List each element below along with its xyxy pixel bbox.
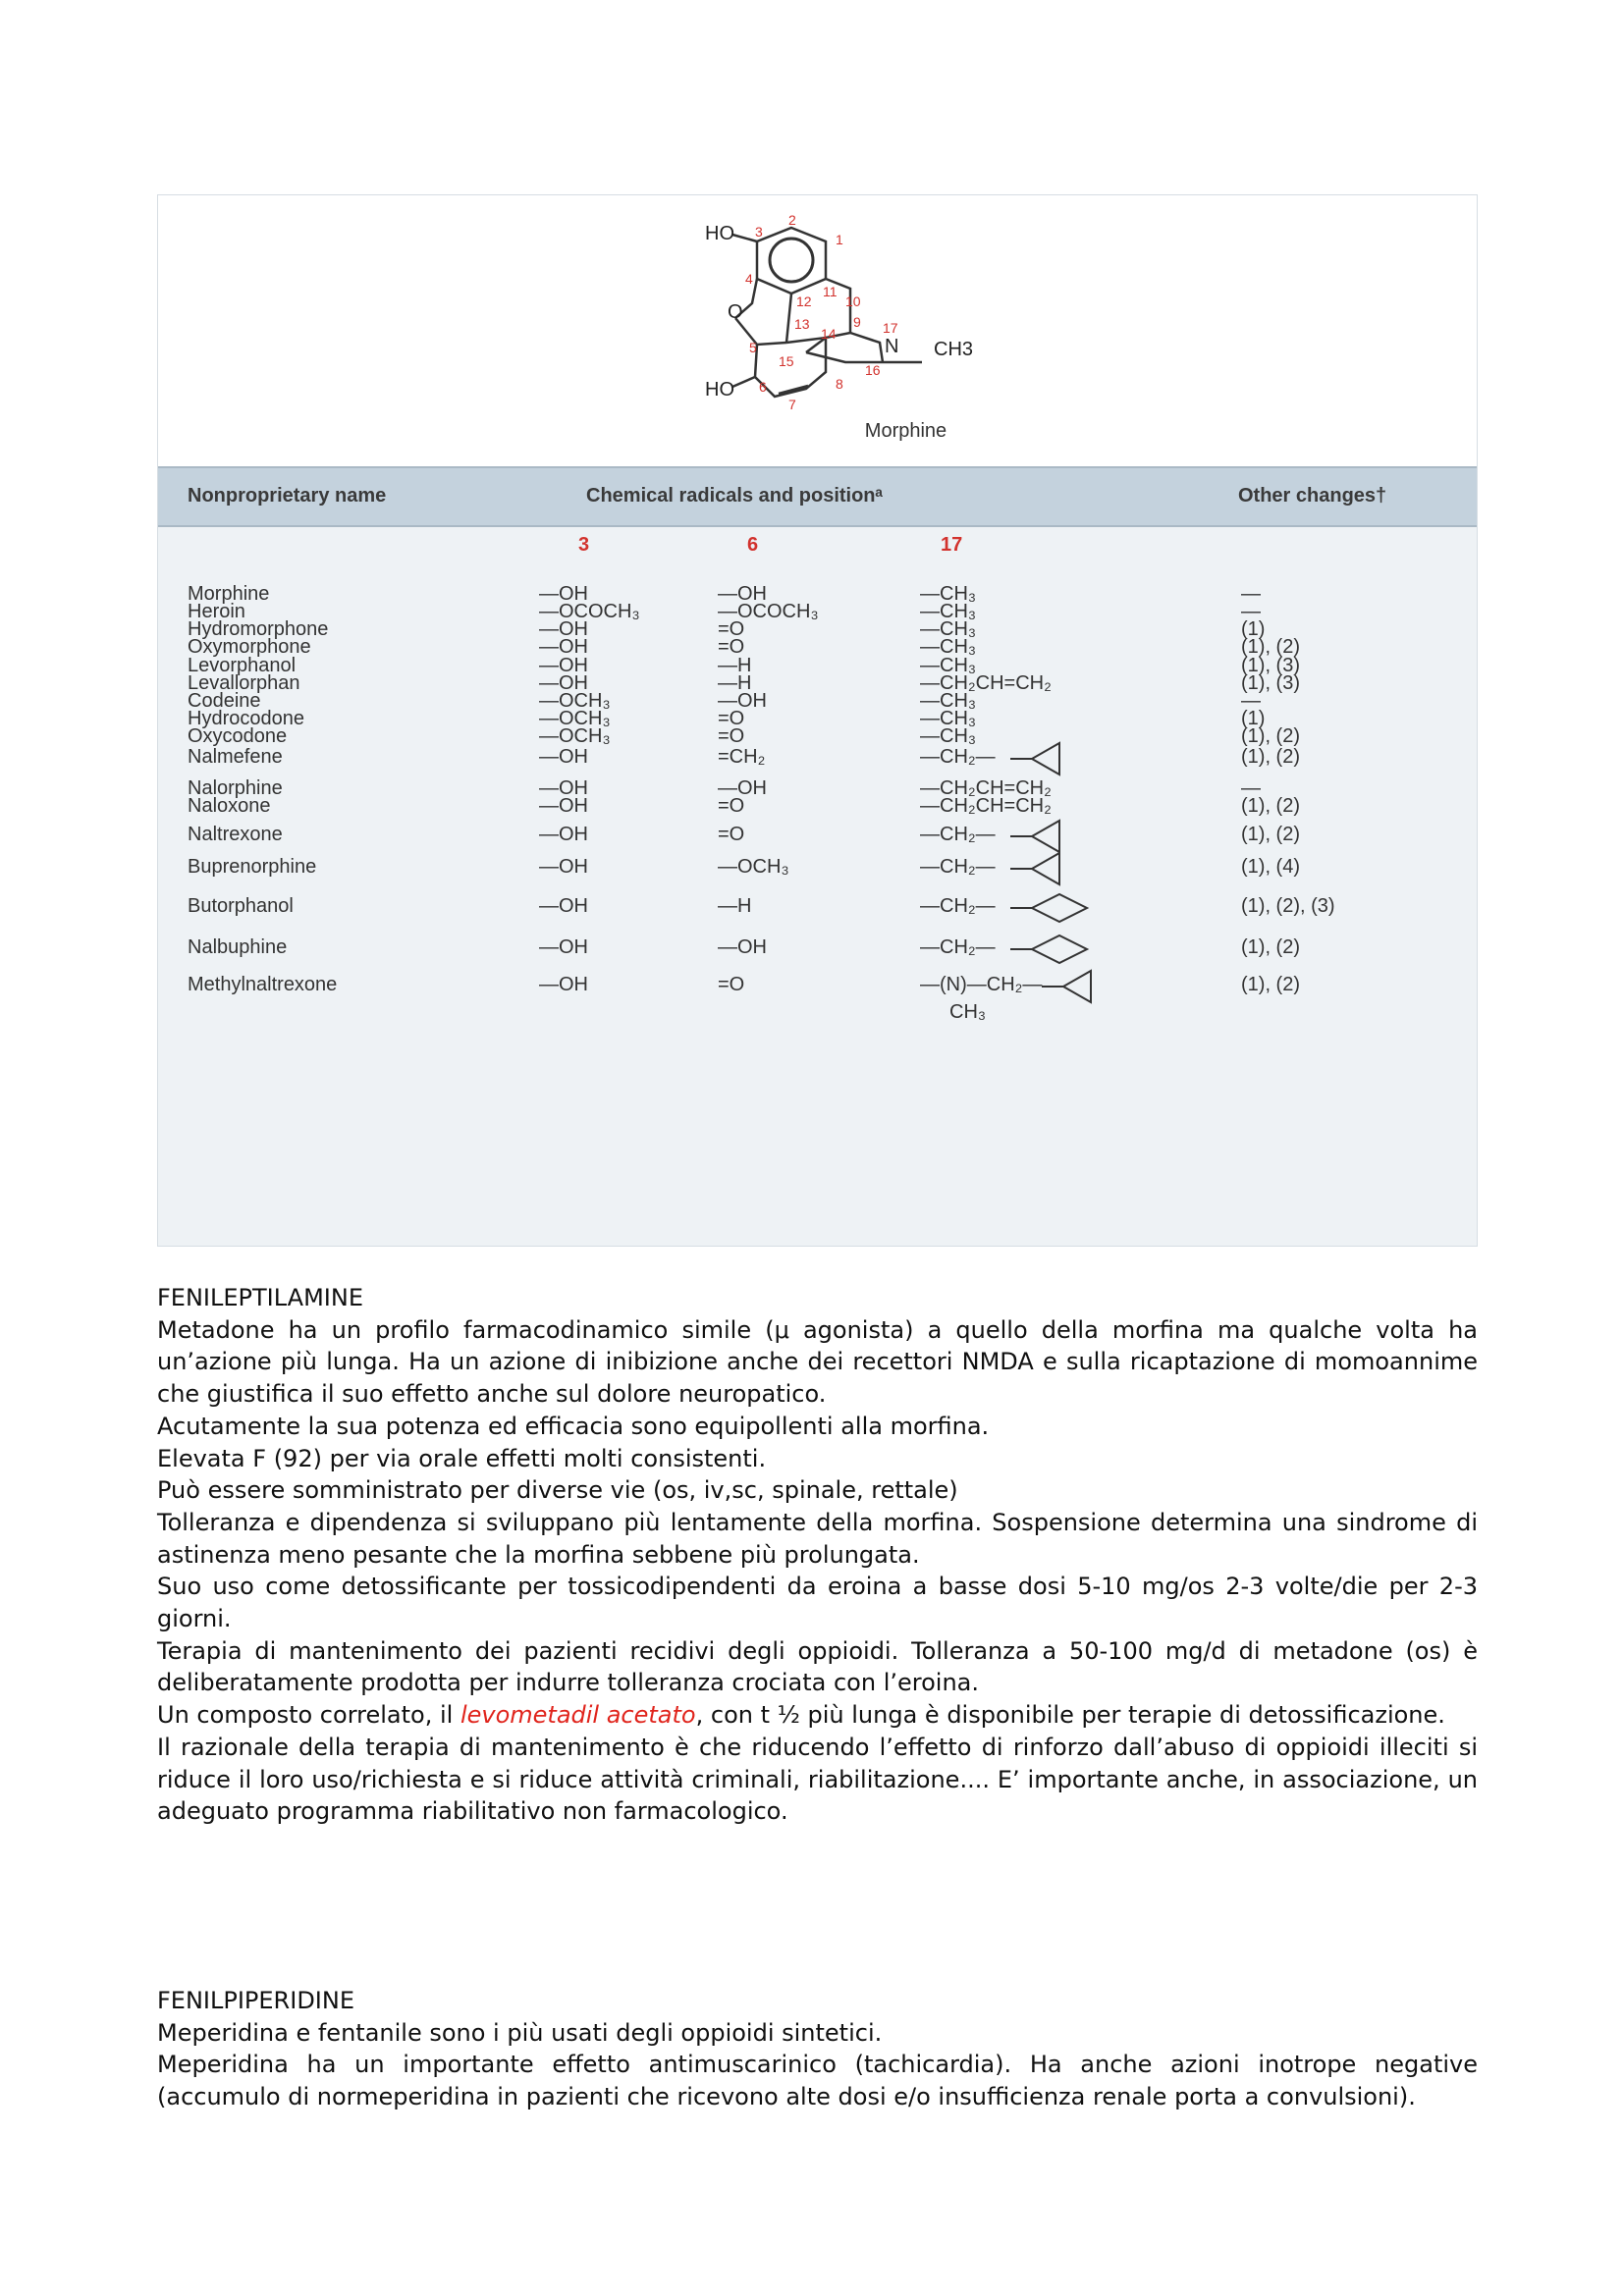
structure-position-14: 14 <box>821 326 837 342</box>
cell-r17: —CH₂CH=CH₂ <box>920 672 1052 694</box>
cell-r3: —OH <box>539 856 588 878</box>
paragraph: Meperidina e fentanile sono i più usati degli oppioidi sintetici. <box>157 2018 883 2047</box>
cell-r17: —CH₃ <box>920 708 977 729</box>
cell-other: (1), (2) <box>1241 936 1300 958</box>
structure-position-12: 12 <box>796 294 812 309</box>
structure-position-9: 9 <box>853 314 861 330</box>
structure-label-ho-bottom: HO <box>705 379 734 400</box>
structure-position-5: 5 <box>749 340 757 355</box>
cell-name: Hydrocodone <box>188 708 304 729</box>
cell-r3: —OH <box>539 746 588 768</box>
cell-r3: —OH <box>539 636 588 658</box>
cell-other: (1), (3) <box>1241 655 1300 676</box>
section-fenilpiperidine <box>157 1985 1478 2113</box>
paragraph-text: Un composto correlato, il <box>157 1701 460 1730</box>
cell-r3: —OH <box>539 583 588 605</box>
cell-name: Oxymorphone <box>188 636 311 658</box>
cyclopropyl-ring-icon <box>1010 851 1099 890</box>
cyclopropyl-ring-icon <box>1042 969 1130 1008</box>
paragraph: Elevata F (92) per via orale effetti molti consistenti. <box>157 1444 767 1472</box>
cell-name: Methylnaltrexone <box>188 974 338 995</box>
cell-r3: —OH <box>539 936 588 958</box>
cell-other: — <box>1241 601 1261 622</box>
cell-name: Nalmefene <box>188 746 283 768</box>
structure-position-1: 1 <box>836 232 843 247</box>
morphine-derivatives-figure <box>157 194 1478 1247</box>
cell-other: (1) <box>1241 618 1266 640</box>
paragraph-text: , con t ½ più lunga è disponibile per terapie di detossificazione. <box>695 1701 1445 1730</box>
cell-r3: —OCH₃ <box>539 708 611 729</box>
table-row <box>158 795 1477 823</box>
cell-r17: —CH₂— <box>920 936 996 958</box>
cell-name: Oxycodone <box>188 725 288 747</box>
cell-r17-sub: CH₃ <box>949 1001 987 1023</box>
structure-position-2: 2 <box>788 212 796 228</box>
structure-bonds <box>732 228 922 397</box>
cell-r3: —OCH₃ <box>539 725 611 747</box>
cell-name: Nalbuphine <box>188 936 288 958</box>
highlighted-drug-name: levometadil acetato <box>460 1701 696 1730</box>
structure-position-6: 6 <box>759 379 767 395</box>
cell-r6: —OCOCH₃ <box>718 601 819 622</box>
morphine-structure-panel <box>158 195 1477 466</box>
cell-name: Levallorphan <box>188 672 300 694</box>
cell-r17: —CH₂— <box>920 895 996 917</box>
cell-r6: =O <box>718 725 745 747</box>
position-header-3: 3 <box>578 534 590 556</box>
cell-r17: —CH₂— <box>920 824 996 845</box>
cell-name: Codeine <box>188 690 261 712</box>
section-heading: FENILEPTILAMINE <box>157 1284 363 1311</box>
structure-position-7: 7 <box>788 397 796 412</box>
position-header-6: 6 <box>747 534 759 556</box>
structure-label-ho-top: HO <box>705 223 734 244</box>
cell-r6: =O <box>718 795 745 817</box>
table-row <box>158 856 1477 883</box>
cell-r3: —OH <box>539 672 588 694</box>
structure-label-o: O <box>728 301 743 323</box>
cell-r6: =O <box>718 824 745 845</box>
paragraph: Acutamente la sua potenza ed efficacia sono equipollenti alla morfina. <box>157 1412 990 1440</box>
structure-position-17: 17 <box>883 320 898 336</box>
cell-r17: —CH₃ <box>920 655 977 676</box>
paragraph: Può essere somministrato per diverse vie (os, iv,sc, spinale, rettale) <box>157 1476 958 1505</box>
cell-r17: —CH₂— <box>920 856 996 878</box>
cell-name: Butorphanol <box>188 895 294 917</box>
cell-other: (1), (2), (3) <box>1241 895 1335 917</box>
paragraph: Meperidina ha un importante effetto antimuscarinico (tachicardia). Ha anche azioni inotrope negative (accumulo di normeperidina in pazienti che ricevono alte dosi e/o insufficienza renale porta a convulsioni). <box>157 2051 1478 2111</box>
table-row <box>158 895 1477 923</box>
structure-position-3: 3 <box>755 224 763 240</box>
cell-r17: —(N)—CH₂— <box>920 974 1043 995</box>
cell-r17: —CH₃ <box>920 583 977 605</box>
structure-position-4: 4 <box>745 271 753 287</box>
table-header <box>158 466 1477 527</box>
cell-r3: —OH <box>539 777 588 799</box>
cell-r3: —OH <box>539 655 588 676</box>
cell-other: (1), (3) <box>1241 672 1300 694</box>
cell-name: Naltrexone <box>188 824 283 845</box>
cell-other: — <box>1241 777 1261 799</box>
cell-name: Heroin <box>188 601 245 622</box>
structure-label-methyl: CH3 <box>934 339 974 360</box>
cell-r6: =O <box>718 974 745 995</box>
cell-other: (1) <box>1241 708 1266 729</box>
cell-r17: —CH₂CH=CH₂ <box>920 795 1052 817</box>
cell-r6: —OH <box>718 690 767 712</box>
cyclopropyl-ring-icon <box>1010 741 1099 780</box>
table-row <box>158 824 1477 851</box>
cell-name: Nalorphine <box>188 777 283 799</box>
cell-r3: —OCOCH₃ <box>539 601 640 622</box>
cell-name: Levorphanol <box>188 655 297 676</box>
cell-name: Naloxone <box>188 795 271 817</box>
structure-position-15: 15 <box>779 353 794 369</box>
cell-r3: —OH <box>539 974 588 995</box>
cell-r17: —CH₃ <box>920 725 977 747</box>
cell-r17: —CH₃ <box>920 636 977 658</box>
paragraph <box>157 1699 1478 1732</box>
cell-r3: —OCH₃ <box>539 690 611 712</box>
paragraph: Il razionale della terapia di mantenimento è che riducendo l’effetto di rinforzo dall’abuso di oppioidi illeciti si riduce il loro uso/richiesta e si riduce attività criminali, riabilitazione.... E’ importante anche, in associazione, un adeguato programma riabilitativo non farmacologico. <box>157 1733 1478 1826</box>
cell-r6: =O <box>718 636 745 658</box>
structure-position-10: 10 <box>845 294 861 309</box>
paragraph: Metadone ha un profilo farmacodinamico simile (μ agonista) a quello della morfina ma qualche volta ha un’azione più lunga. Ha un azione di inibizione anche dei recettori NMDA e sulla ricaptazione di momoannime che giustifica il suo effetto anche sul dolore neuropatico. <box>157 1315 1478 1409</box>
cell-r3: —OH <box>539 618 588 640</box>
cell-r3: —OH <box>539 895 588 917</box>
cell-r6: —OH <box>718 777 767 799</box>
paragraph: Terapia di mantenimento dei pazienti recidivi degli oppioidi. Tolleranza a 50-100 mg/d di metadone (os) è deliberatamente prodotta per indurre tolleranza crociata con l’eroina. <box>157 1636 1478 1697</box>
cell-r6: —H <box>718 655 752 676</box>
cell-other: (1), (2) <box>1241 795 1300 817</box>
cyclobutyl-ring-icon <box>1010 890 1099 930</box>
cell-other: (1), (2) <box>1241 746 1300 768</box>
cell-r17: —CH₂CH=CH₂ <box>920 777 1052 799</box>
cell-r6: =O <box>718 708 745 729</box>
section-fenileptilamine <box>157 1282 1478 1828</box>
cell-name: Morphine <box>188 583 270 605</box>
cell-r3: —OH <box>539 795 588 817</box>
cell-r6: —OCH₃ <box>718 856 789 878</box>
header-chemical-radicals: Chemical radicals and positionᵃ <box>586 485 884 507</box>
cell-r17: —CH₃ <box>920 690 977 712</box>
cell-name: Hydromorphone <box>188 618 329 640</box>
structure-position-16: 16 <box>865 362 881 378</box>
cell-r6: =CH₂ <box>718 746 766 768</box>
cell-other: (1), (2) <box>1241 824 1300 845</box>
table-row <box>158 974 1477 1023</box>
cell-other: — <box>1241 583 1261 605</box>
cell-other: (1), (2) <box>1241 725 1300 747</box>
table-row <box>158 746 1477 774</box>
table-row <box>158 936 1477 964</box>
cell-r3: —OH <box>539 824 588 845</box>
header-nonproprietary-name: Nonproprietary name <box>188 485 387 507</box>
cell-r17: —CH₂— <box>920 746 996 768</box>
cell-other: (1), (2) <box>1241 636 1300 658</box>
structure-position-8: 8 <box>836 376 843 392</box>
cell-r6: =O <box>718 618 745 640</box>
paragraph: Suo uso come detossificante per tossicodipendenti da eroina a basse dosi 5-10 mg/os 2-3 volte/die per 2-3 giorni. <box>157 1573 1478 1633</box>
cell-other: (1), (2) <box>1241 974 1300 995</box>
position-header-17: 17 <box>941 534 963 556</box>
cell-r6: —H <box>718 672 752 694</box>
cell-r17: —CH₃ <box>920 601 977 622</box>
cell-r6: —OH <box>718 583 767 605</box>
cell-other: — <box>1241 690 1261 712</box>
structure-caption: Morphine <box>864 420 947 442</box>
cyclobutyl-ring-icon <box>1010 932 1099 971</box>
structure-position-11: 11 <box>823 284 838 299</box>
cell-r6: —H <box>718 895 752 917</box>
cell-r17: —CH₃ <box>920 618 977 640</box>
structure-position-13: 13 <box>794 316 810 332</box>
cell-other: (1), (4) <box>1241 856 1300 878</box>
paragraph: Tolleranza e dipendenza si sviluppano più lentamente della morfina. Sospensione determina una sindrome di astinenza meno pesante che la morfina sebbene più prolungata. <box>157 1508 1478 1569</box>
structure-label-n: N <box>885 336 899 357</box>
header-other-changes: Other changes† <box>1238 485 1387 507</box>
cell-name: Buprenorphine <box>188 856 317 878</box>
section-heading: FENILPIPERIDINE <box>157 1987 354 2014</box>
cell-r6: —OH <box>718 936 767 958</box>
